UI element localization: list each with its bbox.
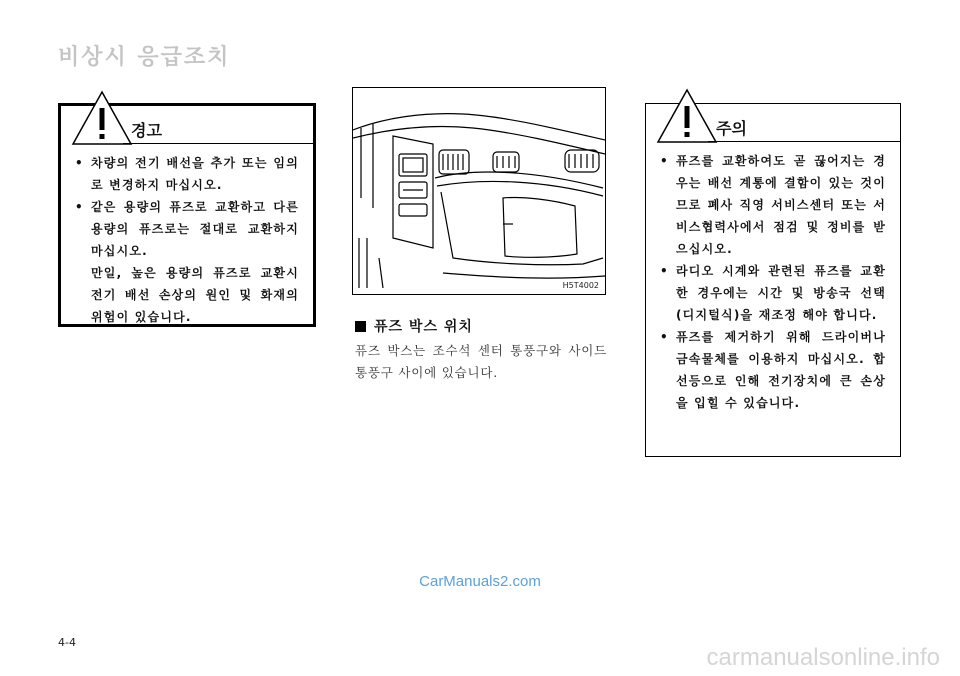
caution-title: 주의 xyxy=(716,119,747,138)
fuse-heading-text: 퓨즈 박스 위치 xyxy=(374,319,473,335)
warning-header xyxy=(61,106,313,150)
fuse-heading xyxy=(355,316,473,336)
footer-site-watermark: carmanualsonline.info xyxy=(706,644,940,671)
caution-box xyxy=(645,103,901,457)
watermark-link[interactable]: CarManuals2.com xyxy=(419,573,541,590)
caution-item: • 퓨즈를 제거하기 위해 드라이버나 금속물체를 이용하지 마십시오. 합선등으로 인해 전기장치에 큰 손상을 입힐 수 있습니다. xyxy=(660,326,886,414)
caution-item: • 퓨즈를 교환하여도 곧 끊어지는 경우는 배선 계통에 결함이 있는 것이므로 폐사 직영 서비스센터 또는 서비스협력사에서 점검 및 정비를 받으십시오. xyxy=(660,150,886,260)
page-number: 4-4 xyxy=(58,636,76,649)
caution-divider xyxy=(708,141,900,142)
warning-item: • 차량의 전기 배선을 추가 또는 임의로 변경하지 마십시오. xyxy=(75,152,299,196)
section-title: 비상시 응급조치 xyxy=(58,45,231,70)
warning-title: 경고 xyxy=(131,121,162,140)
caution-list xyxy=(660,150,886,414)
warning-triangle-icon xyxy=(71,90,133,146)
warning-divider xyxy=(123,143,313,144)
dashboard-figure xyxy=(352,87,606,295)
warning-item: • 같은 용량의 퓨즈로 교환하고 다른 용량의 퓨즈로는 절대로 교환하지 마십시오. xyxy=(75,196,299,262)
figure-code: H5T4002 xyxy=(562,281,599,290)
caution-header xyxy=(646,104,900,148)
dashboard-illustration xyxy=(353,88,605,294)
square-bullet-icon xyxy=(355,321,366,332)
warning-list xyxy=(75,152,299,328)
warning-item: 만일, 높은 용량의 퓨즈로 교환시 전기 배선 손상의 원인 및 화재의 위험이 있습니다. xyxy=(91,266,299,324)
caution-item: • 라디오 시계와 관련된 퓨즈를 교환한 경우에는 시간 및 방송국 선택(디지털식)을 재조정 해야 합니다. xyxy=(660,260,886,326)
caution-triangle-icon xyxy=(656,88,718,144)
warning-box xyxy=(58,103,316,327)
fuse-description: 퓨즈 박스는 조수석 센터 통풍구와 사이드 통풍구 사이에 있습니다. xyxy=(355,343,607,380)
